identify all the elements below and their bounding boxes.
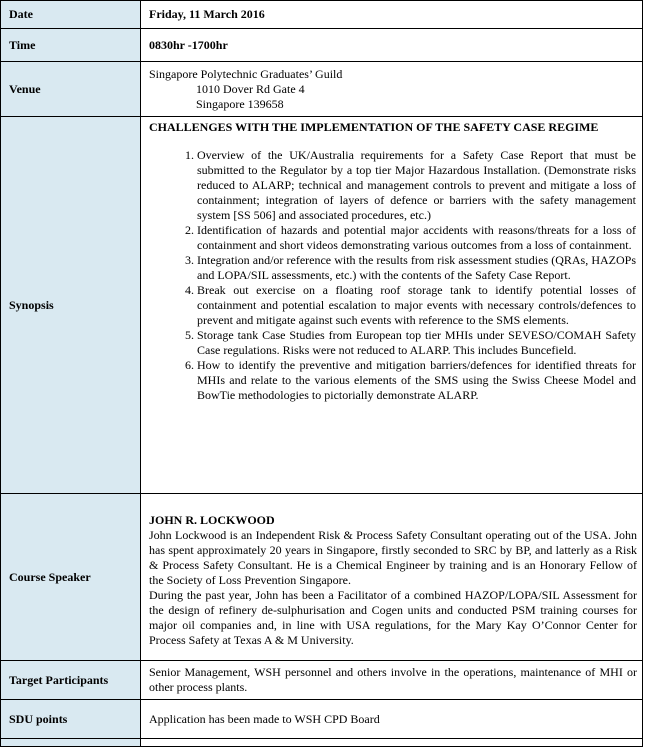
synopsis-item-6: 6. How to identify the preventive and mitigation barriers/defences for identified threats for MHIs and relate to the various elements of the SMS using the Swiss Cheese Model and BowTie methodologies to pictorially demonstrate ALARP.: [197, 358, 636, 403]
participants-row: [1, 661, 643, 700]
synopsis-heading: CHALLENGES WITH THE IMPLEMENTATION OF THE SAFETY CASE REGIME: [149, 120, 599, 134]
synopsis-list: [149, 148, 636, 403]
participants-label: Target Participants: [1, 661, 141, 700]
speaker-row: [1, 494, 643, 661]
venue-value: [141, 62, 643, 117]
synopsis-item-5: 5. Storage tank Case Studies from European top tier MHIs under SEVESO/COMAH Safety Case regulations. Risks were not reduced to ALARP. This includes Buncefield.: [197, 328, 636, 358]
time-value: 0830hr -1700hr: [141, 29, 643, 62]
date-row: [1, 1, 643, 29]
time-label: Time: [1, 29, 141, 62]
synopsis-value: [141, 117, 643, 494]
speaker-name: JOHN R. LOCKWOOD: [149, 512, 275, 527]
sdu-row: [1, 700, 643, 739]
participants-value: Senior Management, WSH personnel and others involve in the operations, maintenance of MHI or other process plants.: [141, 661, 643, 700]
venue-line-3: Singapore 139658: [196, 96, 284, 111]
synopsis-label: Synopsis: [1, 117, 141, 494]
sdu-label: SDU points: [1, 700, 141, 739]
speaker-label: Course Speaker: [1, 494, 141, 661]
synopsis-item-4: 4. Break out exercise on a floating roof storage tank to identify potential losses of containment and potential escalation to major events with necessary controls/defences to prevent and mitigate against such events with reference to the SMS elements.: [197, 283, 636, 328]
speaker-bio-1: John Lockwood is an Independent Risk & Process Safety Consultant operating out of the USA. John has spent approximately 20 years in Singapore, firstly seconded to SRC by BP, and latterly as a Risk & Process Safety Consultant. He is a Chemical Engineer by training and is an Honorary Fellow of the Society of Loss Prevention Singapore.: [149, 527, 637, 587]
date-value: Friday, 11 March 2016: [141, 1, 643, 29]
synopsis-item-2: 2. Identification of hazards and potential major accidents with reasons/threats for a loss of containment and short videos demonstrating various outcomes from a loss of containment.: [197, 223, 636, 253]
venue-line-1: Singapore Polytechnic Graduates’ Guild: [149, 66, 343, 81]
venue-label: Venue: [1, 62, 141, 117]
date-label: Date: [1, 1, 141, 29]
time-row: [1, 29, 643, 62]
speaker-bio-2: During the past year, John has been a Facilitator of a combined HAZOP/LOPA/SIL Assessment for the design of refinery de-sulphurisation and Cogen units and conducted PSM training courses for major oil companies and, in line with USA regulations, for the Mary Kay O’Connor Center for Process Safety at Texas A & M University.: [149, 587, 637, 647]
synopsis-row: [1, 117, 643, 494]
synopsis-item-1: 1. Overview of the UK/Australia requirements for a Safety Case Report that must be submitted to the Regulator by a top tier Major Hazardous Installation. (Demonstrate risks reduced to ALARP; technical and management controls to prevent and mitigate a loss of containment; integration of layers of defence or barriers with the safety management system [SS 506] and associated procedures, etc.): [197, 148, 636, 223]
synopsis-item-3: 3. Integration and/or reference with the results from risk assessment studies (QRAs, HAZOPs and LOPA/SIL assessments, etc.) with the contents of the Safety Case Report.: [197, 253, 636, 283]
venue-row: [1, 62, 643, 117]
speaker-value: [141, 494, 643, 661]
venue-line-2: 1010 Dover Rd Gate 4: [196, 81, 305, 96]
sdu-value: Application has been made to WSH CPD Board: [141, 700, 643, 739]
